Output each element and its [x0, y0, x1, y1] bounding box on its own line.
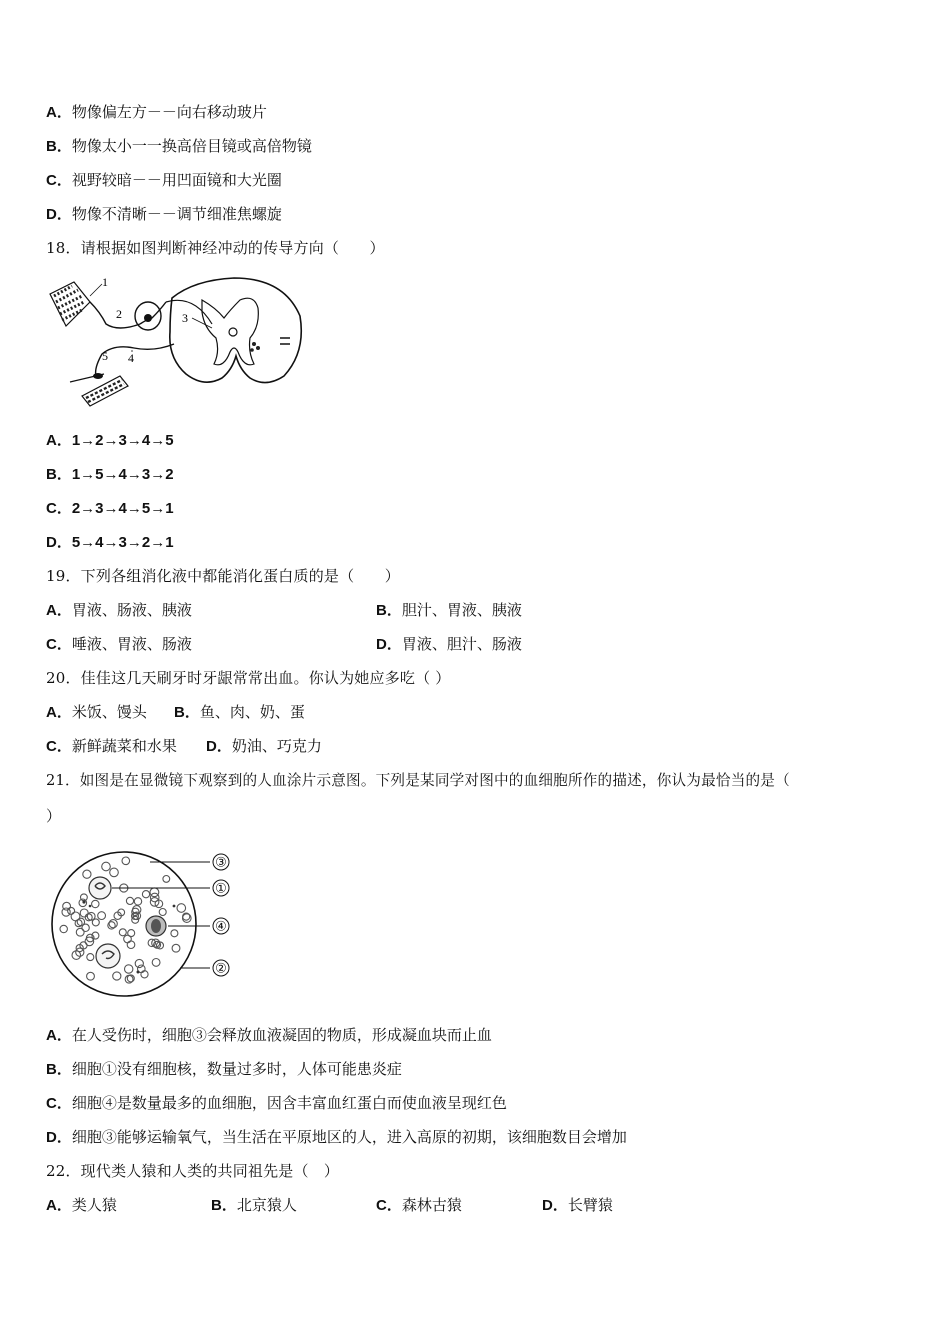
red-blood-cell [83, 870, 91, 878]
q21-option-d: D．细胞③能够运输氧气，当生活在平原地区的人，进入高原的初期，该细胞数目会增加 [46, 1128, 627, 1146]
q17-option-a: A．物像偏左方－－向右移动玻片 [46, 103, 267, 121]
q18-option-b: B．1→5→4→3→2 [46, 466, 174, 483]
red-blood-cell [113, 972, 121, 980]
red-blood-cell [77, 918, 84, 925]
red-blood-cell [109, 920, 117, 928]
red-blood-cells [60, 857, 191, 983]
red-blood-cell [92, 900, 99, 907]
white-blood-cell-2 [96, 944, 120, 968]
red-blood-cell [92, 919, 99, 926]
q18-option-a: A．1→2→3→4→5 [46, 432, 174, 449]
q22-stem: 22．现代类人猿和人类的共同祖先是（ ） [46, 1162, 340, 1180]
red-blood-cell [60, 925, 67, 932]
q18-option-c: C．2→3→4→5→1 [46, 500, 174, 517]
red-blood-cell [87, 972, 95, 980]
receptor-skin [50, 282, 90, 326]
q18-stem: 18．请根据如图判断神经冲动的传导方向（ ） [46, 239, 385, 257]
q22-option-a: A．类人猿 [46, 1196, 117, 1214]
figure-label-1: ① [215, 880, 227, 896]
q19-option-b: B．胆汁、胃液、胰液 [376, 601, 522, 619]
white-blood-cell-1 [89, 877, 111, 899]
figure-label-4: ④ [215, 918, 227, 934]
q19-stem: 19．下列各组消化液中都能消化蛋白质的是（ ） [46, 567, 400, 585]
figure-label-4: 4 [128, 351, 134, 365]
red-blood-cell [110, 868, 119, 877]
q19-option-d: D．胃液、胆汁、肠液 [376, 635, 522, 653]
red-blood-cell [119, 929, 126, 936]
figure-label-5: 5 [102, 349, 108, 363]
figure-label-3: 3 [182, 311, 188, 325]
q21-stem-line2: ） [46, 807, 62, 825]
red-blood-cell [171, 930, 178, 937]
red-blood-cell [142, 891, 149, 898]
q19-option-c: C．唾液、胃液、肠液 [46, 635, 192, 653]
figure-label-2: ② [215, 960, 227, 976]
effector-muscle [70, 373, 128, 406]
red-blood-cell [141, 971, 148, 978]
red-blood-cell [126, 897, 133, 904]
red-blood-cell [122, 857, 130, 865]
figure-label-3: ③ [215, 854, 227, 870]
red-blood-cell [124, 935, 132, 943]
red-blood-cell [127, 941, 135, 949]
q21-option-c: C．细胞④是数量最多的血细胞，因含丰富血红蛋白而使血液呈现红色 [46, 1094, 507, 1112]
red-blood-cell [87, 954, 94, 961]
q20-option-b: B．鱼、肉、奶、蛋 [174, 703, 305, 721]
q22-option-d: D．长臂猿 [542, 1196, 613, 1214]
red-blood-cell [134, 898, 141, 905]
q21-stem-line1: 21．如图是在显微镜下观察到的人血涂片示意图。下列是某同学对图中的血细胞所作的描述，你认为最恰当的是（ [46, 772, 790, 789]
q22-option-c: C．森林古猿 [376, 1196, 462, 1214]
q20-option-c: C．新鲜蔬菜和水果 [46, 737, 177, 755]
red-blood-cell [172, 944, 180, 952]
figure-label-2: 2 [116, 307, 122, 321]
q22-option-b: B．北京猿人 [211, 1196, 297, 1214]
q18-option-d: D．5→4→3→2→1 [46, 534, 174, 551]
q21-option-a: A．在人受伤时，细胞③会释放血液凝固的物质，形成凝血块而止血 [46, 1026, 492, 1044]
red-blood-cell [102, 862, 111, 871]
q20-option-a: A．米饭、馒头 [46, 703, 147, 721]
red-blood-cell [163, 876, 170, 883]
q17-option-b: B．物像太小一一换高倍目镜或高倍物镜 [46, 137, 312, 155]
red-blood-cell [76, 928, 84, 936]
reflex-arc-figure [44, 272, 308, 416]
red-blood-cell [125, 965, 133, 973]
red-blood-cell [68, 907, 75, 914]
red-blood-cell [177, 904, 186, 913]
q21-option-b: B．细胞①没有细胞核，数量过多时，人体可能患炎症 [46, 1060, 402, 1078]
q20-option-d: D．奶油、巧克力 [206, 737, 322, 755]
q19-option-a: A．胃液、肠液、胰液 [46, 601, 192, 619]
red-blood-cell [135, 959, 143, 967]
q17-option-c: C．视野较暗－－用凹面镜和大光圈 [46, 171, 282, 189]
red-blood-cell [159, 909, 166, 916]
red-blood-cell [80, 909, 88, 917]
red-blood-cell [63, 902, 71, 910]
red-blood-cell [152, 959, 160, 967]
q17-option-d: D．物像不清晰－－调节细准焦螺旋 [46, 205, 282, 223]
platelets [82, 900, 175, 973]
figure-label-1: 1 [102, 275, 108, 289]
q20-stem: 20．佳佳这几天刷牙时牙龈常常出血。你认为她应多吃（ ） [46, 669, 451, 687]
red-blood-cell [98, 912, 106, 920]
blood-smear-figure [50, 846, 236, 1002]
